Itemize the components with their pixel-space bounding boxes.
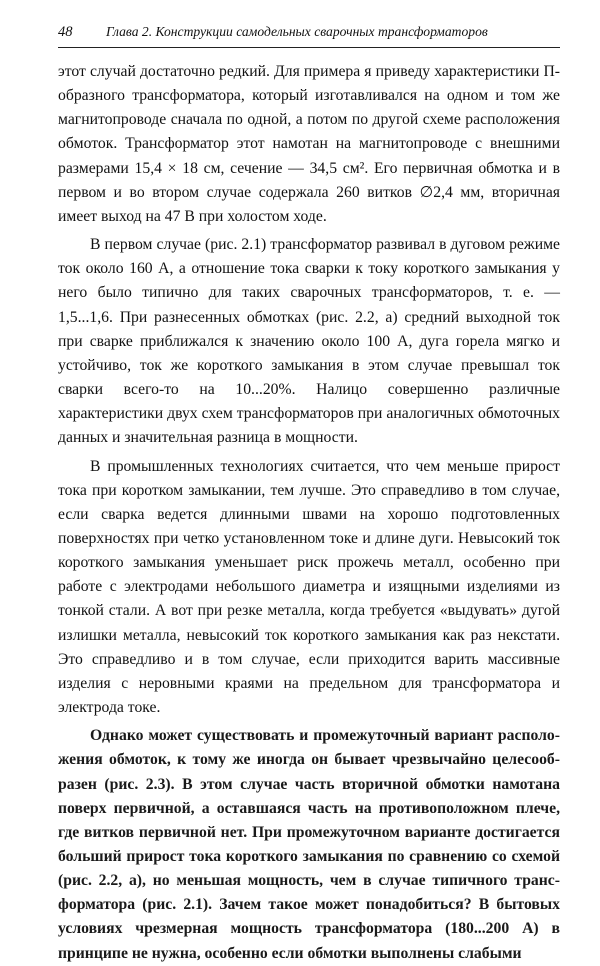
body-text <box>58 60 560 966</box>
page-number: 48 <box>58 24 73 40</box>
paragraph-2: В первом случае (рис. 2.1) трансформатор развивал в дуговом режиме ток около 160 А, а отношение тока сварки к току короткого замыкания у него было типично для таких сварочных трансформаторов, т. е. — 1,5...1,6. При разнесенных обмотках (рис. 2.2, а) средний выходной ток при сварке приближался к значению около 100 А, дуга горела мягко и устойчиво, ток же короткого замыкания в этом случае превышал ток сварки всего-то на 10...20%. Налицо совершенно различные характеристики двух схем трансформаторов при аналогичных обмоточных данных и значительная разница в мощности. <box>58 236 560 447</box>
running-header <box>58 20 560 48</box>
paragraph-4: Однако может существовать и промежуточный вариант расположения обмоток, к тому же иногда он бывает чрезвычайно целесообразен (рис. 2.3). В этом случае часть вторичной обмотки намотана поверх первичной, а оставшаяся часть на противоположном плече, где витков первичной нет. При промежуточном варианте достигается больший прирост тока короткого замыкания по сравнению со схемой (рис. 2.2, а), но меньшая мощность, чем в случае типичного трансформатора (рис. 2.1). Зачем такое может понадобиться? В бытовых условиях чрезмерная мощность трансформатора (180...200 А) в принципе не нужна, особенно если обмотки выполнены слабыми <box>58 727 560 962</box>
paragraph-1: этот случай достаточно редкий. Для примера я приведу характеристики П-образного трансформатора, который изготавливался на одном и том же магнитопроводе сначала по одной, а потом по другой схеме расположения обмоток. Трансформатор этот намотан на магнитопроводе с внешними размерами 15,4 × 18 см, сечение — 34,5 см². Его первичная обмотка и в первом и во втором случае содержала 260 витков ∅2,4 мм, вторичная имеет выход на 47 В при холостом ходе. <box>58 63 560 225</box>
running-title: Глава 2. Конструкции самодельных сварочных трансформаторов <box>106 24 488 39</box>
paragraph-3: В промышленных технологиях считается, что чем меньше прирост тока при коротком замыкании, тем лучше. Это справедливо в том случае, если сварка ведется длинными швами на хорошо подготовленных поверхностях при четко установленном токе и длине дуги. Невысокий ток короткого замыкания уменьшает риск прожечь металл, особенно при работе с электродами небольшого диаметра и изящными изделиями из тонкой стали. А вот при резке металла, когда требуется «выдувать» дугой излишки металла, невысокий ток короткого замыкания как раз некстати. Это справедливо и в том случае, если приходится варить массивные изделия с неровными краями на предельном для трансформатора и электрода токе. <box>58 457 560 717</box>
